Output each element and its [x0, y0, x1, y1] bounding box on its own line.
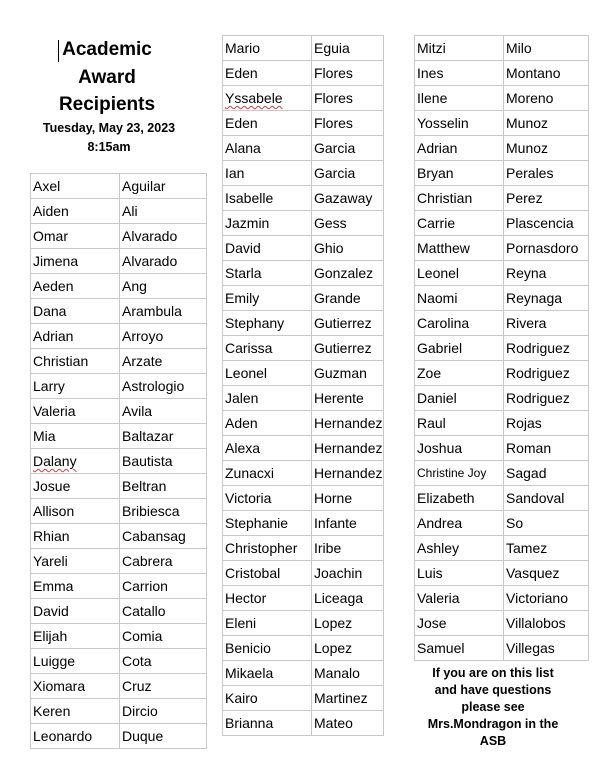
table-row [31, 174, 207, 199]
first-name-cell: Keren [31, 699, 120, 724]
first-name-cell: Elizabeth [415, 486, 504, 511]
spellcheck-mark: Dalany [33, 453, 77, 469]
last-name-cell: Rodriguez [504, 386, 589, 411]
first-name-cell: David [223, 236, 312, 261]
last-name-cell: Baltazar [120, 424, 207, 449]
last-name-cell: Rojas [504, 411, 589, 436]
table-row [415, 186, 589, 211]
table-row [31, 349, 207, 374]
first-name-cell: Stephanie [223, 511, 312, 536]
last-name-cell: Hernandez [312, 461, 384, 486]
first-name-cell: Rhian [31, 524, 120, 549]
table-row [415, 461, 589, 486]
last-name-cell: Ali [120, 199, 207, 224]
last-name-cell: Villalobos [504, 611, 589, 636]
table-row [31, 624, 207, 649]
first-name-cell: Naomi [415, 286, 504, 311]
first-name-cell: Eden [223, 61, 312, 86]
first-name-cell [223, 86, 312, 111]
table-row [223, 711, 384, 736]
event-date: Tuesday, May 23, 2023 [42, 121, 176, 135]
first-name-cell: Jalen [223, 386, 312, 411]
table-row [223, 436, 384, 461]
table-row [415, 386, 589, 411]
last-name-cell: Arambula [120, 299, 207, 324]
last-name-cell: Beltran [120, 474, 207, 499]
table-row [415, 436, 589, 461]
last-name-cell: Martinez [312, 686, 384, 711]
title-line: Recipients [58, 94, 156, 115]
table-row [223, 411, 384, 436]
last-name-cell: Gess [312, 211, 384, 236]
last-name-cell: Lopez [312, 636, 384, 661]
table-row [31, 599, 207, 624]
table-row [223, 261, 384, 286]
last-name-cell: Gutierrez [312, 336, 384, 361]
table-row [415, 261, 589, 286]
first-name-cell: Adrian [415, 136, 504, 161]
note-line: and have questions [434, 683, 552, 697]
table-row [31, 249, 207, 274]
last-name-cell: Horne [312, 486, 384, 511]
last-name-cell: Garcia [312, 161, 384, 186]
table-row [223, 211, 384, 236]
first-name-cell: Christian [31, 349, 120, 374]
table-row [415, 236, 589, 261]
table-row [223, 511, 384, 536]
last-name-cell: Perez [504, 186, 589, 211]
table-row [415, 361, 589, 386]
last-name-cell: Pornasdoro [504, 236, 589, 261]
first-name-cell: Samuel [415, 636, 504, 661]
table-row [31, 399, 207, 424]
last-name-cell: Arroyo [120, 324, 207, 349]
last-name-cell: Joachin [312, 561, 384, 586]
table-row [415, 336, 589, 361]
first-name-cell: Aiden [31, 199, 120, 224]
recipients-table-3 [414, 35, 589, 661]
last-name-cell: Carrion [120, 574, 207, 599]
table-row [415, 86, 589, 111]
first-name-cell: Alexa [223, 436, 312, 461]
last-name-cell: Aguilar [120, 174, 207, 199]
table-row [415, 311, 589, 336]
last-name-cell: Flores [312, 61, 384, 86]
first-name-cell: Eleni [223, 611, 312, 636]
first-name-cell: Adrian [31, 324, 120, 349]
table-row [223, 386, 384, 411]
last-name-cell: Bautista [120, 449, 207, 474]
last-name-cell: Guzman [312, 361, 384, 386]
page-title [32, 36, 182, 119]
first-name-cell: Ines [415, 61, 504, 86]
first-name-cell: Aden [223, 411, 312, 436]
recipients-table-1 [30, 173, 207, 749]
first-name-cell: Raul [415, 411, 504, 436]
first-name-cell: Victoria [223, 486, 312, 511]
last-name-cell: Gonzalez [312, 261, 384, 286]
first-name-cell: Christian [415, 186, 504, 211]
note-line: please see [461, 700, 525, 714]
contact-note [414, 665, 572, 750]
first-name-cell: Valeria [31, 399, 120, 424]
last-name-cell: Reynaga [504, 286, 589, 311]
first-name-cell: Hector [223, 586, 312, 611]
table-row [31, 574, 207, 599]
last-name-cell: Mateo [312, 711, 384, 736]
table-row [223, 336, 384, 361]
table-row [223, 86, 384, 111]
first-name-cell: Luigge [31, 649, 120, 674]
first-name-cell: Ilene [415, 86, 504, 111]
last-name-cell: Moreno [504, 86, 589, 111]
last-name-cell: Tamez [504, 536, 589, 561]
last-name-cell: Comia [120, 624, 207, 649]
first-name-cell: Stephany [223, 311, 312, 336]
table-row [31, 674, 207, 699]
table-row [223, 611, 384, 636]
table-row [223, 236, 384, 261]
last-name-cell: Rodriguez [504, 361, 589, 386]
table-row [223, 536, 384, 561]
table-row [223, 311, 384, 336]
first-name-cell: Joshua [415, 436, 504, 461]
first-name-cell: Mario [223, 36, 312, 61]
first-name-cell: Leonel [223, 361, 312, 386]
first-name-cell: Josue [31, 474, 120, 499]
table-row [415, 161, 589, 186]
last-name-cell: Avila [120, 399, 207, 424]
first-name-cell: Elijah [31, 624, 120, 649]
first-name-cell: Zoe [415, 361, 504, 386]
last-name-cell: Herente [312, 386, 384, 411]
table-row [415, 611, 589, 636]
first-name-cell: Aeden [31, 274, 120, 299]
table-row [31, 474, 207, 499]
last-name-cell: Infante [312, 511, 384, 536]
last-name-cell: Cabrera [120, 549, 207, 574]
table-row [31, 549, 207, 574]
event-time: 8:15am [87, 140, 131, 154]
last-name-cell: Cabansag [120, 524, 207, 549]
last-name-cell: Flores [312, 111, 384, 136]
first-name-cell: Ian [223, 161, 312, 186]
first-name-cell: Andrea [415, 511, 504, 536]
first-name-cell: Eden [223, 111, 312, 136]
first-name-cell: Isabelle [223, 186, 312, 211]
first-name-cell: Yosselin [415, 111, 504, 136]
table-row [31, 324, 207, 349]
table-row [223, 461, 384, 486]
table-row [415, 586, 589, 611]
last-name-cell: Roman [504, 436, 589, 461]
first-name-cell: Brianna [223, 711, 312, 736]
text-cursor [58, 40, 59, 62]
last-name-cell: Munoz [504, 111, 589, 136]
last-name-cell: Duque [120, 724, 207, 749]
last-name-cell: Victoriano [504, 586, 589, 611]
first-name-cell [31, 449, 120, 474]
last-name-cell: Ghio [312, 236, 384, 261]
first-name-cell: Larry [31, 374, 120, 399]
table-row [223, 136, 384, 161]
table-row [31, 449, 207, 474]
first-name-cell: Jose [415, 611, 504, 636]
last-name-cell: Grande [312, 286, 384, 311]
last-name-cell: Cota [120, 649, 207, 674]
table-row [415, 136, 589, 161]
first-name-cell: Starla [223, 261, 312, 286]
last-name-cell: So [504, 511, 589, 536]
last-name-cell: Liceaga [312, 586, 384, 611]
first-name-cell: Christopher [223, 536, 312, 561]
last-name-cell: Iribe [312, 536, 384, 561]
first-name-cell: Mitzi [415, 36, 504, 61]
first-name-cell: Axel [31, 174, 120, 199]
table-row [31, 649, 207, 674]
last-name-cell: Arzate [120, 349, 207, 374]
table-row [223, 36, 384, 61]
last-name-cell: Rivera [504, 311, 589, 336]
table-row [223, 286, 384, 311]
first-name-cell: Emma [31, 574, 120, 599]
title-line: Academic [62, 39, 152, 60]
table-row [415, 411, 589, 436]
table-row [415, 211, 589, 236]
table-row [31, 699, 207, 724]
first-name-cell: Daniel [415, 386, 504, 411]
first-name-cell: Valeria [415, 586, 504, 611]
last-name-cell: Garcia [312, 136, 384, 161]
first-name-cell: Emily [223, 286, 312, 311]
first-name-cell: Carolina [415, 311, 504, 336]
first-name-cell: Leonardo [31, 724, 120, 749]
first-name-cell: Jazmin [223, 211, 312, 236]
last-name-cell: Milo [504, 36, 589, 61]
last-name-cell: Sandoval [504, 486, 589, 511]
table-row [415, 111, 589, 136]
last-name-cell: Montano [504, 61, 589, 86]
last-name-cell: Vasquez [504, 561, 589, 586]
table-row [31, 499, 207, 524]
first-name-cell: Matthew [415, 236, 504, 261]
table-row [415, 486, 589, 511]
table-row [415, 511, 589, 536]
table-row [31, 199, 207, 224]
table-row [415, 36, 589, 61]
last-name-cell: Hernandez [312, 411, 384, 436]
first-name-cell: Zunacxi [223, 461, 312, 486]
first-name-cell: Bryan [415, 161, 504, 186]
table-row [415, 636, 589, 661]
last-name-cell: Ang [120, 274, 207, 299]
last-name-cell: Lopez [312, 611, 384, 636]
first-name-cell: Cristobal [223, 561, 312, 586]
last-name-cell: Reyna [504, 261, 589, 286]
last-name-cell: Gutierrez [312, 311, 384, 336]
title-line: Award [78, 66, 136, 88]
last-name-cell: Alvarado [120, 224, 207, 249]
note-line: If you are on this list [432, 666, 554, 680]
first-name-cell: Carissa [223, 336, 312, 361]
last-name-cell: Manalo [312, 661, 384, 686]
first-name-cell: Leonel [415, 261, 504, 286]
last-name-cell: Alvarado [120, 249, 207, 274]
spellcheck-mark: Yssabele [225, 90, 283, 106]
recipients-table-2 [222, 35, 384, 736]
table-row [223, 561, 384, 586]
first-name-cell: Carrie [415, 211, 504, 236]
last-name-cell: Gazaway [312, 186, 384, 211]
table-row [31, 374, 207, 399]
first-name-cell: Mia [31, 424, 120, 449]
last-name-cell: Cruz [120, 674, 207, 699]
table-row [223, 686, 384, 711]
last-name-cell: Dircio [120, 699, 207, 724]
table-row [223, 161, 384, 186]
table-row [223, 586, 384, 611]
last-name-cell: Bribiesca [120, 499, 207, 524]
table-row [223, 186, 384, 211]
table-row [31, 524, 207, 549]
last-name-cell: Rodriguez [504, 336, 589, 361]
first-name-cell: Ashley [415, 536, 504, 561]
first-name-cell: Omar [31, 224, 120, 249]
table-row [31, 424, 207, 449]
first-name-cell: Jimena [31, 249, 120, 274]
note-line: Mrs.Mondragon in the [427, 717, 559, 731]
last-name-cell: Astrologio [120, 374, 207, 399]
table-row [415, 286, 589, 311]
first-name-cell: Yareli [31, 549, 120, 574]
first-name-cell: Kairo [223, 686, 312, 711]
first-name-cell: Luis [415, 561, 504, 586]
table-row [223, 61, 384, 86]
last-name-cell: Catallo [120, 599, 207, 624]
table-row [223, 361, 384, 386]
table-row [31, 274, 207, 299]
event-datetime [30, 119, 188, 157]
last-name-cell: Hernandez [312, 436, 384, 461]
last-name-cell: Perales [504, 161, 589, 186]
last-name-cell: Munoz [504, 136, 589, 161]
table-row [31, 299, 207, 324]
table-row [415, 561, 589, 586]
first-name-cell: Gabriel [415, 336, 504, 361]
table-row [415, 61, 589, 86]
last-name-cell: Eguia [312, 36, 384, 61]
first-name-cell: Dana [31, 299, 120, 324]
table-row [31, 224, 207, 249]
table-row [223, 661, 384, 686]
table-row [31, 724, 207, 749]
first-name-cell: Allison [31, 499, 120, 524]
table-row [223, 636, 384, 661]
last-name-cell: Plascencia [504, 211, 589, 236]
first-name-cell: Alana [223, 136, 312, 161]
table-row [415, 536, 589, 561]
first-name-cell: David [31, 599, 120, 624]
first-name-cell: Xiomara [31, 674, 120, 699]
first-name-cell: Benicio [223, 636, 312, 661]
last-name-cell: Flores [312, 86, 384, 111]
note-line: ASB [479, 734, 507, 748]
table-row [223, 111, 384, 136]
first-name-cell: Christine Joy [415, 461, 504, 486]
last-name-cell: Villegas [504, 636, 589, 661]
first-name-cell: Mikaela [223, 661, 312, 686]
last-name-cell: Sagad [504, 461, 589, 486]
table-row [223, 486, 384, 511]
